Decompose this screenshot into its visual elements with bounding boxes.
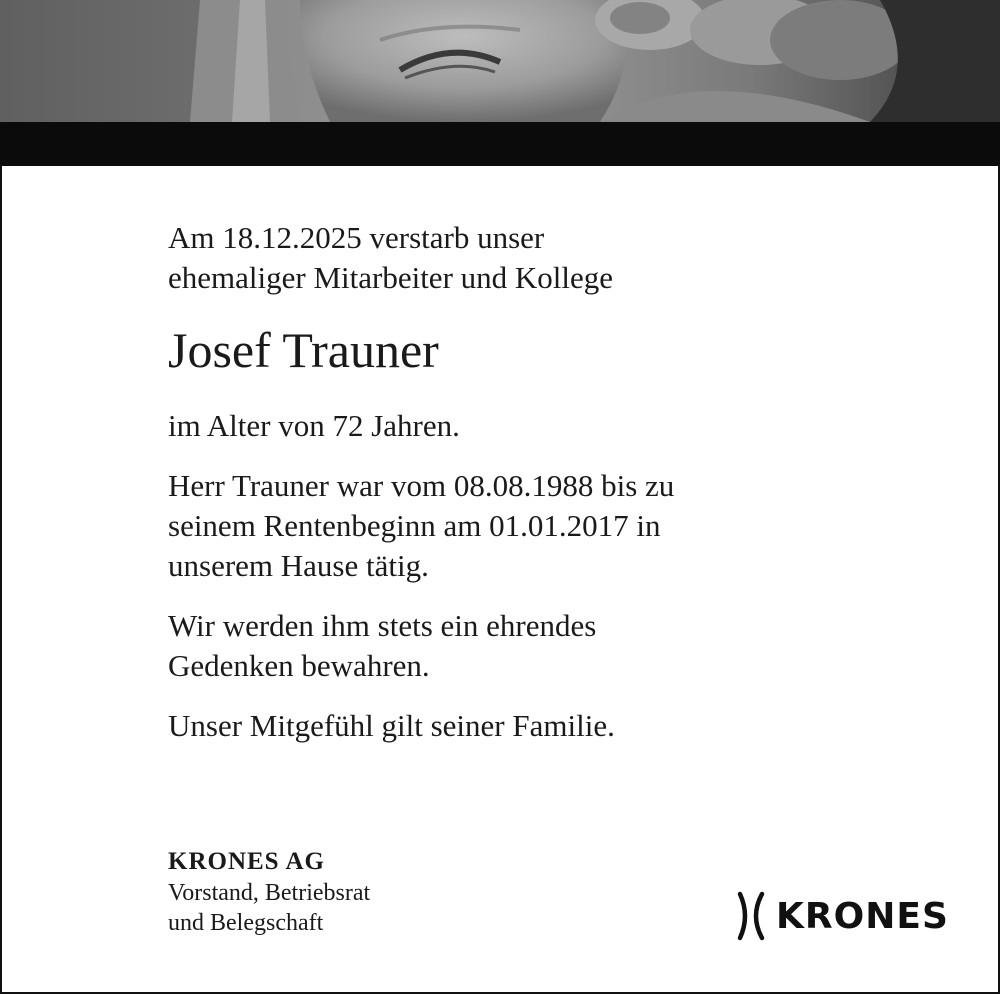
remember-line-2: Gedenken bewahren. — [168, 648, 430, 683]
remember-line-1: Wir werden ihm stets ein ehrendes — [168, 608, 597, 643]
intro-line-1: Am 18.12.2025 verstarb unser — [168, 220, 545, 255]
service-line-1: Herr Trauner war vom 08.08.1988 bis zu — [168, 468, 675, 503]
deceased-name: Josef Trauner — [168, 322, 439, 378]
krones-logo-text: KRONES — [776, 895, 949, 937]
statue-face-photo-icon — [0, 0, 1000, 122]
service-line-2: seinem Rentenbeginn am 01.01.2017 in — [168, 508, 661, 543]
intro-line-2: ehemaliger Mitarbeiter und Kollege — [168, 260, 614, 295]
black-band — [0, 122, 1000, 166]
notice-content — [168, 218, 888, 746]
age-line: im Alter von 72 Jahren. — [168, 408, 460, 443]
krones-logo-mark-icon — [736, 890, 766, 942]
remember-text — [168, 606, 888, 686]
service-text — [168, 466, 888, 586]
sympathy-line: Unser Mitgefühl gilt seiner Familie. — [168, 708, 615, 743]
company-name: KRONES AG — [168, 848, 325, 875]
signature-line-2: und Belegschaft — [168, 910, 324, 936]
signature-block — [168, 846, 370, 938]
signature-line-1: Vorstand, Betriebsrat — [168, 880, 371, 906]
service-line-3: unserem Hause tätig. — [168, 548, 429, 583]
intro-text — [168, 218, 888, 298]
krones-logo — [736, 890, 949, 942]
